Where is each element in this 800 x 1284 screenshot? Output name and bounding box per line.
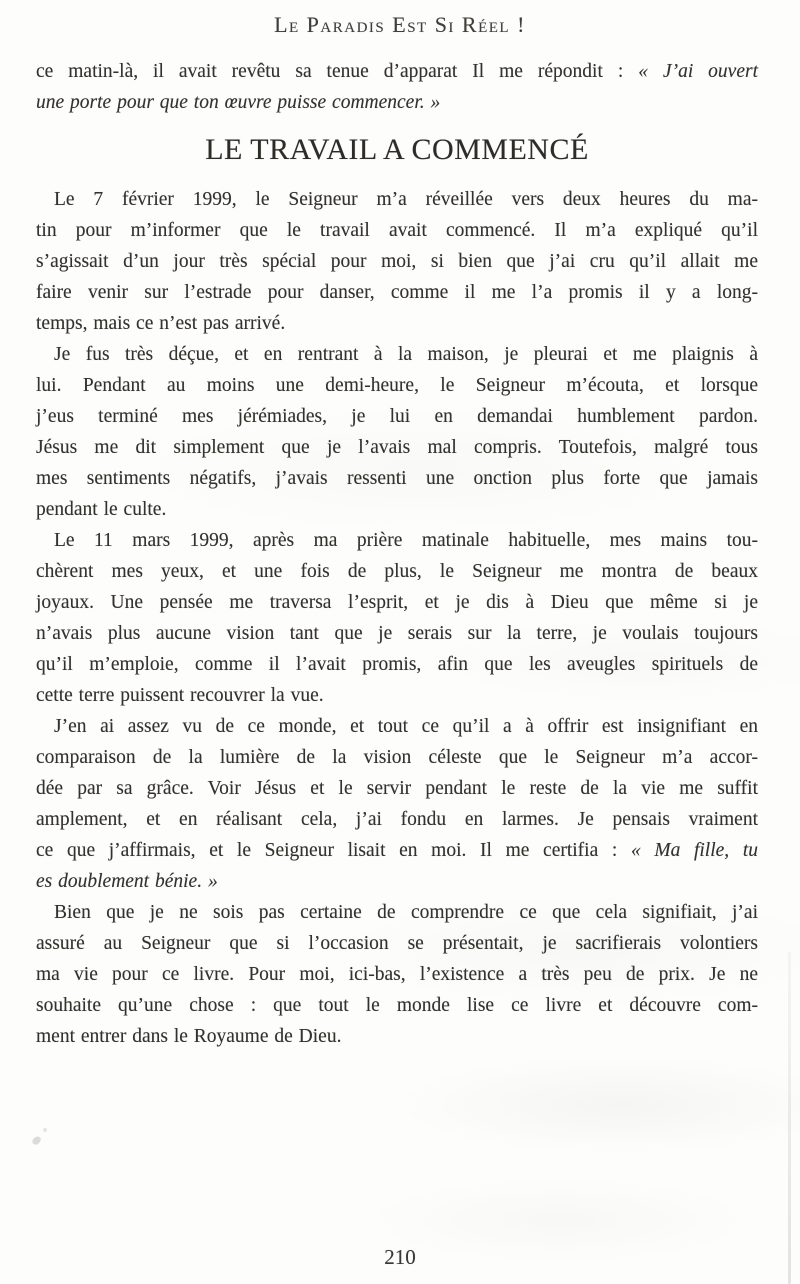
quoted-speech: une porte pour que ton œuvre puisse commencer. » xyxy=(36,92,441,113)
body-text: tin pour m’informer que le travail avait commencé. Il m’a expliqué qu’il xyxy=(36,220,758,241)
page-number: 210 xyxy=(384,1245,416,1269)
text-line xyxy=(36,87,758,118)
text-block xyxy=(36,56,758,1052)
body-text: ce que j’affirmais, et le Seigneur lisait en moi. Il me certifia : xyxy=(36,840,631,861)
body-text: pendant le culte. xyxy=(36,499,167,520)
body-text: temps, mais ce n’est pas arrivé. xyxy=(36,313,286,334)
text-line xyxy=(36,959,758,990)
quoted-speech: « J’ai ouvert xyxy=(638,61,758,82)
text-line xyxy=(36,835,758,866)
ink-speck-artifact xyxy=(31,1135,42,1146)
text-line xyxy=(36,339,758,370)
text-line xyxy=(36,680,758,711)
text-line xyxy=(36,897,758,928)
body-text: comparaison de la lumière de la vision céleste que le Seigneur m’a accor- xyxy=(36,747,758,768)
text-line xyxy=(36,990,758,1021)
text-line xyxy=(36,277,758,308)
text-line xyxy=(36,804,758,835)
body-text: qu’il m’emploie, comme il l’avait promis, afin que les aveugles spirituels de xyxy=(36,654,758,675)
text-line xyxy=(36,308,758,339)
body-text: Bien que je ne sois pas certaine de comprendre ce que cela signifiait, j’ai xyxy=(54,902,758,923)
text-line xyxy=(36,215,758,246)
text-line xyxy=(36,866,758,897)
body-text: j’eus terminé mes jérémiades, je lui en demandai humblement pardon. xyxy=(36,406,758,427)
paragraph xyxy=(36,184,758,339)
text-line xyxy=(36,773,758,804)
running-header: Le Paradis Est Si Réel ! xyxy=(274,12,526,37)
text-line xyxy=(36,494,758,525)
body-text: dée par sa grâce. Voir Jésus et le servir pendant le reste de la vie me suffit xyxy=(36,778,758,799)
text-line xyxy=(36,1021,758,1052)
text-line xyxy=(36,525,758,556)
body-text: souhaite qu’une chose : que tout le monde lise ce livre et découvre com- xyxy=(36,995,758,1016)
body-text: Je fus très déçue, et en rentrant à la maison, je pleurai et me plaignis à xyxy=(54,344,758,365)
text-line xyxy=(36,556,758,587)
text-line xyxy=(36,711,758,742)
text-line xyxy=(36,587,758,618)
text-line xyxy=(36,246,758,277)
scan-edge-artifact xyxy=(788,952,791,1284)
quoted-speech: es doublement bénie. » xyxy=(36,871,218,892)
text-line xyxy=(36,649,758,680)
body-text: cette terre puissent recouvrer la vue. xyxy=(36,685,324,706)
text-line xyxy=(36,401,758,432)
body-text: joyaux. Une pensée me traversa l’esprit, et je dis à Dieu que même si je xyxy=(36,592,758,613)
paragraph xyxy=(36,897,758,1052)
body-text: ment entrer dans le Royaume de Dieu. xyxy=(36,1026,342,1047)
text-line xyxy=(36,742,758,773)
text-line xyxy=(36,928,758,959)
body-text: chèrent mes yeux, et une fois de plus, le Seigneur me montra de beaux xyxy=(36,561,758,582)
body-text: ma vie pour ce livre. Pour moi, ici-bas, l’existence a très peu de prix. Je ne xyxy=(36,964,758,985)
body-text: Jésus me dit simplement que je l’avais mal compris. Toutefois, malgré tous xyxy=(36,437,758,458)
body-text: amplement, et en réalisant cela, j’ai fondu en larmes. Je pensais vraiment xyxy=(36,809,758,830)
text-line xyxy=(36,432,758,463)
body-text: s’agissait d’un jour très spécial pour moi, si bien que j’ai cru qu’il allait me xyxy=(36,251,758,272)
paragraph xyxy=(36,56,758,118)
text-line xyxy=(36,370,758,401)
body-text: lui. Pendant au moins une demi-heure, le Seigneur m’écouta, et lorsque xyxy=(36,375,758,396)
text-line xyxy=(36,56,758,87)
body-text: assuré au Seigneur que si l’occasion se présentait, je sacrifierais volontiers xyxy=(36,933,758,954)
body-text: faire venir sur l’estrade pour danser, comme il me l’a promis il y a long- xyxy=(36,282,758,303)
text-line xyxy=(36,184,758,215)
body-text: J’en ai assez vu de ce monde, et tout ce qu’il a à offrir est insignifiant en xyxy=(54,716,758,737)
text-line xyxy=(36,463,758,494)
opening-paragraph-container xyxy=(36,56,758,118)
paragraph xyxy=(36,339,758,525)
body-paragraphs-container xyxy=(36,184,758,1052)
body-text: mes sentiments négatifs, j’avais ressenti une onction plus forte que jamais xyxy=(36,468,758,489)
section-heading: LE TRAVAIL A COMMENCÉ xyxy=(205,133,589,166)
body-text: n’avais plus aucune vision tant que je serais sur la terre, je voulais toujours xyxy=(36,623,758,644)
paragraph xyxy=(36,711,758,897)
quoted-speech: « Ma fille, tu xyxy=(630,840,758,861)
body-text: ce matin-là, il avait revêtu sa tenue d’apparat Il me répondit : xyxy=(36,61,639,82)
text-line xyxy=(36,618,758,649)
body-text: Le 7 février 1999, le Seigneur m’a réveillée vers deux heures du ma- xyxy=(54,189,758,210)
paragraph xyxy=(36,525,758,711)
ink-speck-artifact xyxy=(43,1128,47,1132)
body-text: Le 11 mars 1999, après ma prière matinale habituelle, mes mains tou- xyxy=(54,530,758,551)
